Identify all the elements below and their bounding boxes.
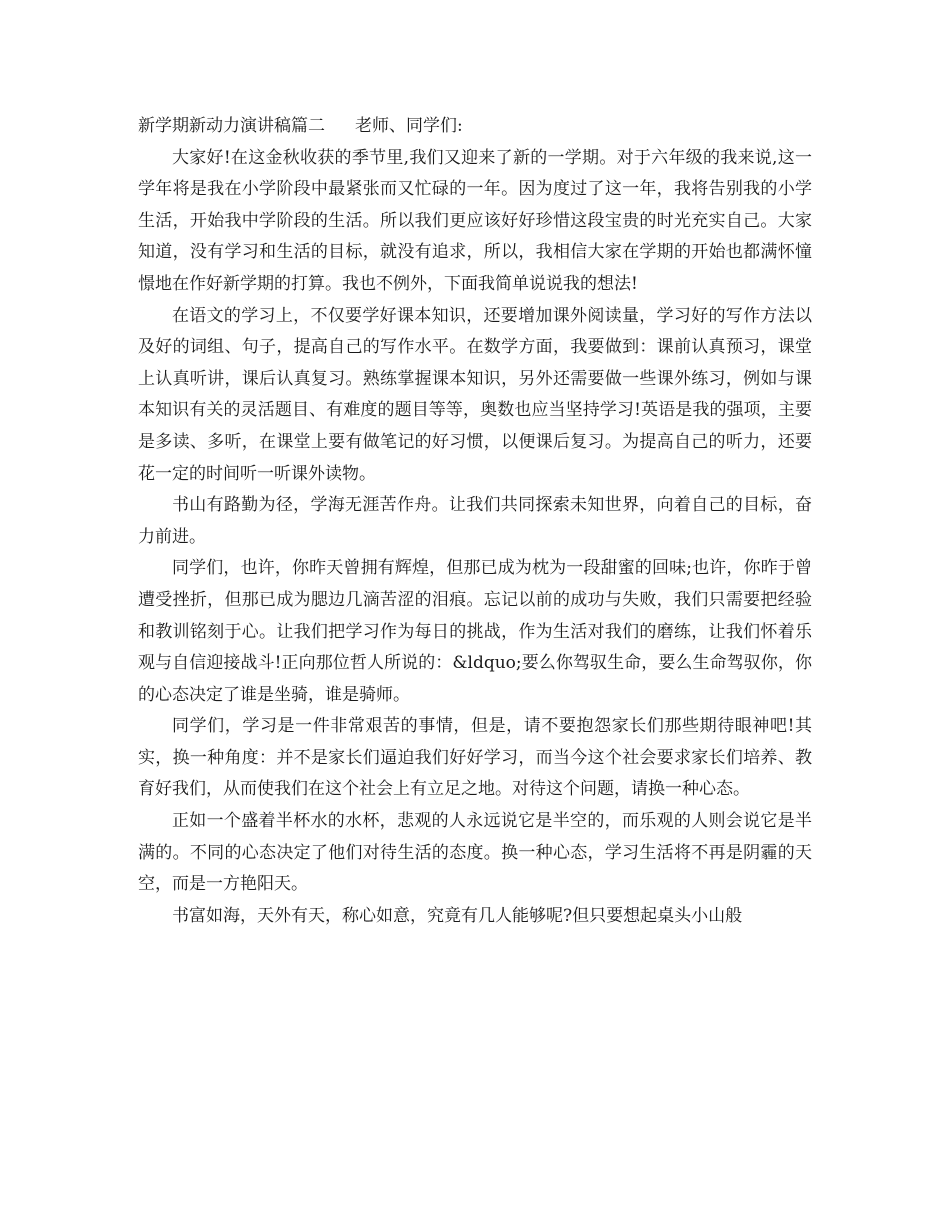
paragraph-6: 正如一个盛着半杯水的水杯，悲观的人永远说它是半空的，而乐观的人则会说它是半满的。不同的心态决定了他们对待生活的态度。换一种心态，学习生活将不再是阴霾的天空，而是一方艳阳天。 bbox=[138, 811, 812, 895]
paragraph-4: 同学们，也许，你昨天曾拥有辉煌，但那已成为枕为一段甜蜜的回味;也许，你昨于曾遭受挫折，但那已成为腮边几滴苦涩的泪痕。忘记以前的成功与失败，我们只需要把经验和教训铭刻于心。让我们把学习作为每日的挑战，作为生活对我们的磨练，让我们怀着乐观与自信迎接战斗!正向那位哲人所说的：&ldquo;要么你驾驭生命，要么生命驾驭你，你的心态决定了谁是坐骑，谁是骑师。 bbox=[138, 558, 812, 705]
paragraph-7: 书富如海，天外有天，称心如意，究竟有几人能够呢?但只要想起桌头小山般 bbox=[172, 905, 743, 926]
document-title: 新学期新动力演讲稿篇二 bbox=[138, 116, 325, 136]
paragraph-2: 在语文的学习上，不仅要学好课本知识，还要增加课外阅读量，学习好的写作方法以及好的词组、句子，提高自己的写作水平。在数学方面，我要做到：课前认真预习，课堂上认真听讲，课后认真复习。熟练掌握课本知识，另外还需要做一些课外练习，例如与课本知识有关的灵活题目、有难度的题目等等，奥数也应当坚持学习!英语是我的强项，主要是多读、多听，在课堂上要有做笔记的好习惯，以便课后复习。为提高自己的听力，还要花一定的时间听一听课外读物。 bbox=[138, 305, 812, 484]
greeting: 老师、同学们: bbox=[355, 116, 463, 136]
document-page bbox=[138, 111, 812, 932]
paragraph-1: 大家好!在这金秋收获的季节里,我们又迎来了新的一学期。对于六年级的我来说,这一学年将是我在小学阶段中最紧张而又忙碌的一年。因为度过了这一年，我将告别我的小学生活，开始我中学阶段的生活。所以我们更应该好好珍惜这段宝贵的时光充实自己。大家知道，没有学习和生活的目标，就没有追求，所以，我相信大家在学期的开始也都满怀憧憬地在作好新学期的打算。我也不例外，下面我简单说说我的想法! bbox=[138, 147, 812, 294]
paragraph-5: 同学们，学习是一件非常艰苦的事情，但是，请不要抱怨家长们那些期待眼神吧!其实，换一种角度：并不是家长们逼迫我们好好学习，而当今这个社会要求家长们培养、教育好我们，从而使我们在这个社会上有立足之地。对待这个问题，请换一种心态。 bbox=[138, 716, 812, 800]
paragraph-3: 书山有路勤为径，学海无涯苦作舟。让我们共同探索未知世界，向着自己的目标，奋力前进。 bbox=[138, 495, 812, 547]
title-line bbox=[138, 111, 812, 143]
